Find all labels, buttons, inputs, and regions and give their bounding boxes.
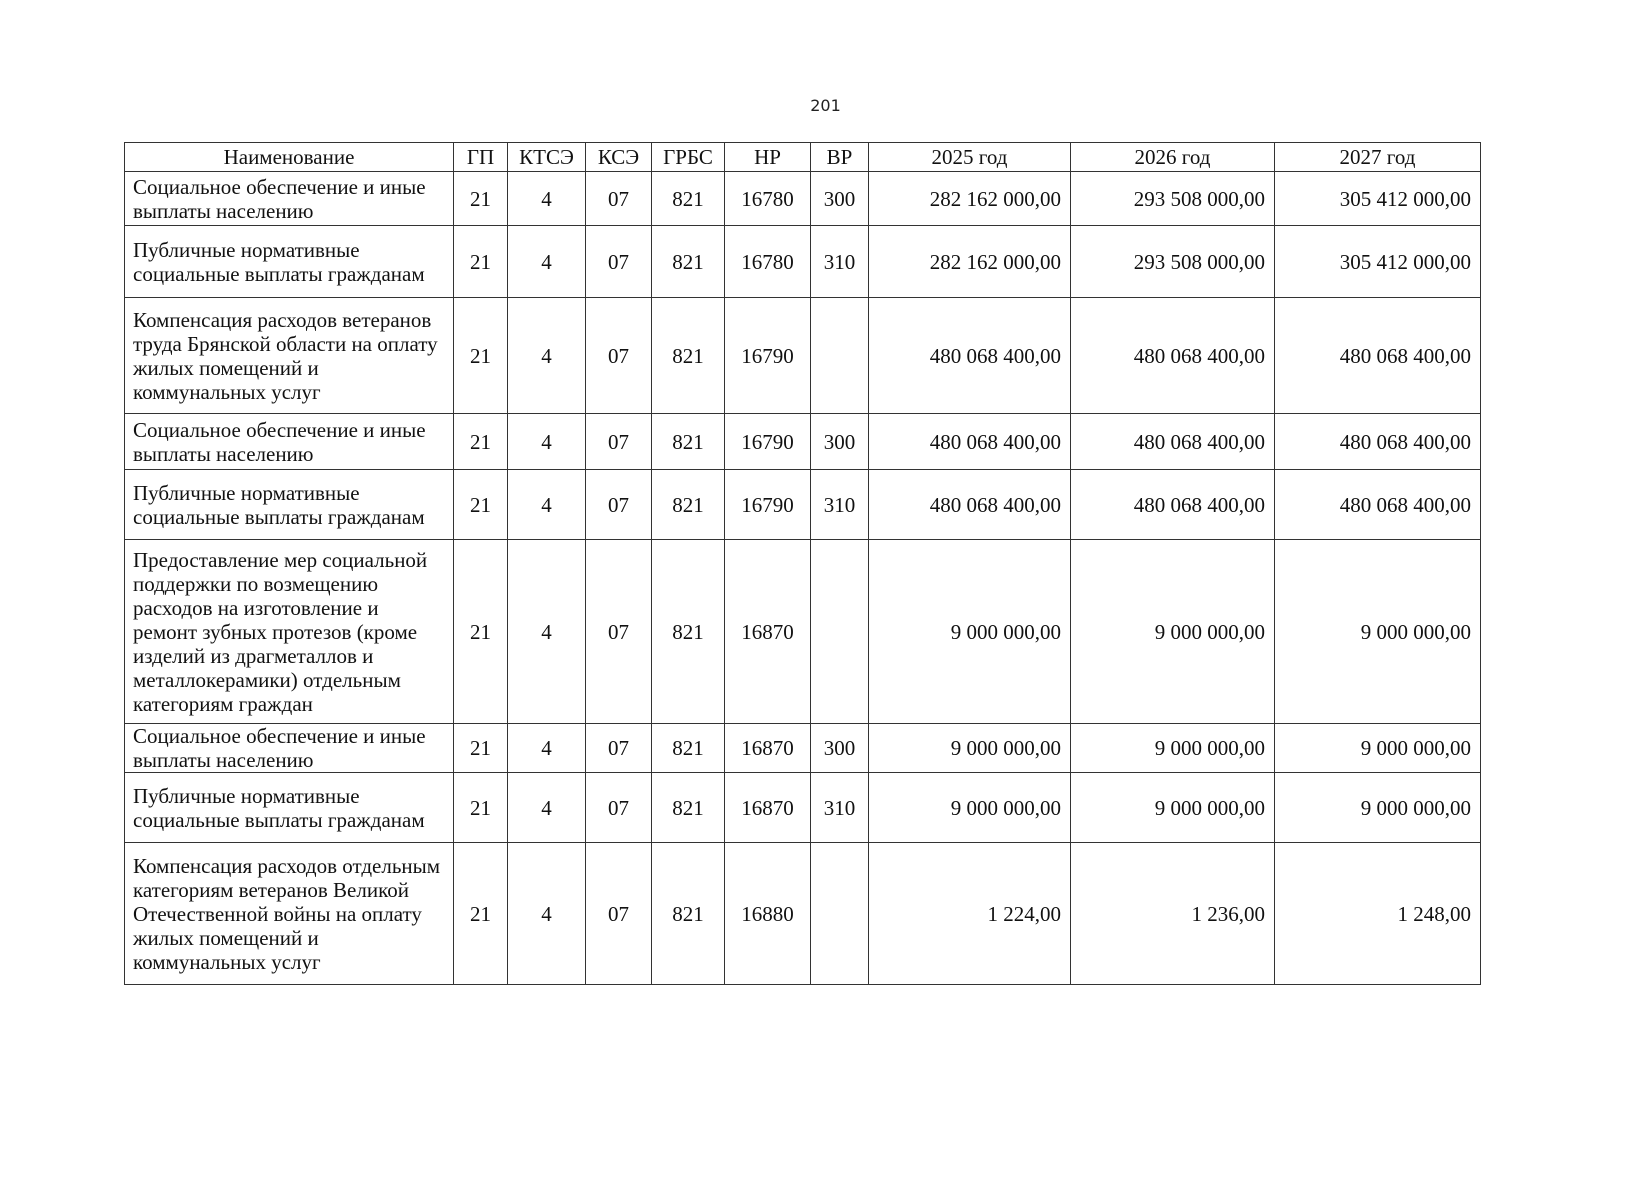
cell-amount-2027: 480 068 400,00: [1275, 298, 1481, 414]
cell-nr: 16780: [725, 226, 811, 298]
header-name: Наименование: [125, 143, 454, 172]
cell-ktse: 4: [508, 172, 586, 226]
header-ktse: КТСЭ: [508, 143, 586, 172]
cell-ktse: 4: [508, 226, 586, 298]
cell-ktse: 4: [508, 540, 586, 724]
cell-grbs: 821: [652, 470, 725, 540]
cell-amount-2027: 9 000 000,00: [1275, 540, 1481, 724]
cell-nr: 16780: [725, 172, 811, 226]
cell-vr: 300: [811, 172, 869, 226]
table-row: [125, 172, 1481, 226]
header-2025: 2025 год: [869, 143, 1071, 172]
cell-vr: [811, 843, 869, 985]
cell-vr: 300: [811, 724, 869, 773]
cell-grbs: 821: [652, 414, 725, 470]
cell-amount-2026: 480 068 400,00: [1071, 298, 1275, 414]
cell-kse: 07: [586, 540, 652, 724]
table-body: [125, 172, 1481, 985]
cell-amount-2027: 9 000 000,00: [1275, 724, 1481, 773]
cell-name: Предоставление мер социальной поддержки по возмещению расходов на изготовление и ремонт зубных протезов (кроме изделий из драгметаллов и металлокерамики) отдельным категориям граждан: [125, 540, 454, 724]
cell-amount-2027: 480 068 400,00: [1275, 414, 1481, 470]
cell-name: Социальное обеспечение и иные выплаты населению: [125, 172, 454, 226]
table-row: [125, 414, 1481, 470]
cell-amount-2026: 1 236,00: [1071, 843, 1275, 985]
cell-amount-2025: 9 000 000,00: [869, 773, 1071, 843]
cell-nr: 16870: [725, 540, 811, 724]
cell-amount-2025: 480 068 400,00: [869, 470, 1071, 540]
cell-vr: 310: [811, 470, 869, 540]
cell-gp: 21: [454, 773, 508, 843]
cell-grbs: 821: [652, 773, 725, 843]
cell-amount-2027: 305 412 000,00: [1275, 172, 1481, 226]
cell-grbs: 821: [652, 226, 725, 298]
cell-ktse: 4: [508, 470, 586, 540]
header-row: [125, 143, 1481, 172]
table-row: [125, 298, 1481, 414]
cell-vr: [811, 540, 869, 724]
cell-vr: 310: [811, 226, 869, 298]
table-row: [125, 470, 1481, 540]
header-nr: НР: [725, 143, 811, 172]
cell-ktse: 4: [508, 298, 586, 414]
cell-amount-2025: 9 000 000,00: [869, 540, 1071, 724]
budget-table: [124, 142, 1481, 985]
cell-gp: 21: [454, 540, 508, 724]
cell-amount-2026: 9 000 000,00: [1071, 540, 1275, 724]
cell-name: Компенсация расходов ветеранов труда Брянской области на оплату жилых помещений и коммунальных услуг: [125, 298, 454, 414]
cell-ktse: 4: [508, 414, 586, 470]
cell-kse: 07: [586, 414, 652, 470]
cell-grbs: 821: [652, 298, 725, 414]
cell-nr: 16790: [725, 470, 811, 540]
table-row: [125, 773, 1481, 843]
cell-name: Компенсация расходов отдельным категориям ветеранов Великой Отечественной войны на оплату жилых помещений и коммунальных услуг: [125, 843, 454, 985]
header-gp: ГП: [454, 143, 508, 172]
cell-amount-2025: 9 000 000,00: [869, 724, 1071, 773]
cell-ktse: 4: [508, 773, 586, 843]
cell-amount-2026: 293 508 000,00: [1071, 226, 1275, 298]
cell-vr: 300: [811, 414, 869, 470]
cell-amount-2025: 282 162 000,00: [869, 172, 1071, 226]
cell-gp: 21: [454, 172, 508, 226]
cell-grbs: 821: [652, 843, 725, 985]
cell-kse: 07: [586, 724, 652, 773]
header-2027: 2027 год: [1275, 143, 1481, 172]
cell-gp: 21: [454, 843, 508, 985]
cell-amount-2026: 9 000 000,00: [1071, 773, 1275, 843]
cell-gp: 21: [454, 724, 508, 773]
header-kse: КСЭ: [586, 143, 652, 172]
cell-amount-2027: 305 412 000,00: [1275, 226, 1481, 298]
table-row: [125, 724, 1481, 773]
cell-amount-2027: 480 068 400,00: [1275, 470, 1481, 540]
page-number: 201: [810, 96, 841, 115]
header-2026: 2026 год: [1071, 143, 1275, 172]
cell-grbs: 821: [652, 540, 725, 724]
table-row: [125, 226, 1481, 298]
cell-amount-2027: 9 000 000,00: [1275, 773, 1481, 843]
cell-gp: 21: [454, 298, 508, 414]
cell-gp: 21: [454, 414, 508, 470]
cell-nr: 16790: [725, 414, 811, 470]
cell-amount-2025: 282 162 000,00: [869, 226, 1071, 298]
cell-kse: 07: [586, 843, 652, 985]
cell-name: Социальное обеспечение и иные выплаты населению: [125, 724, 454, 773]
cell-grbs: 821: [652, 724, 725, 773]
cell-kse: 07: [586, 773, 652, 843]
cell-nr: 16870: [725, 724, 811, 773]
cell-kse: 07: [586, 226, 652, 298]
cell-amount-2026: 9 000 000,00: [1071, 724, 1275, 773]
cell-name: Публичные нормативные социальные выплаты гражданам: [125, 773, 454, 843]
cell-nr: 16880: [725, 843, 811, 985]
cell-kse: 07: [586, 298, 652, 414]
cell-gp: 21: [454, 226, 508, 298]
table-row: [125, 540, 1481, 724]
cell-nr: 16790: [725, 298, 811, 414]
cell-amount-2026: 480 068 400,00: [1071, 470, 1275, 540]
cell-amount-2027: 1 248,00: [1275, 843, 1481, 985]
cell-name: Публичные нормативные социальные выплаты гражданам: [125, 470, 454, 540]
cell-amount-2025: 1 224,00: [869, 843, 1071, 985]
cell-ktse: 4: [508, 843, 586, 985]
cell-name: Публичные нормативные социальные выплаты гражданам: [125, 226, 454, 298]
cell-vr: [811, 298, 869, 414]
cell-kse: 07: [586, 172, 652, 226]
cell-amount-2025: 480 068 400,00: [869, 298, 1071, 414]
cell-kse: 07: [586, 470, 652, 540]
cell-amount-2026: 293 508 000,00: [1071, 172, 1275, 226]
cell-nr: 16870: [725, 773, 811, 843]
cell-name: Социальное обеспечение и иные выплаты населению: [125, 414, 454, 470]
table-row: [125, 843, 1481, 985]
cell-grbs: 821: [652, 172, 725, 226]
cell-amount-2025: 480 068 400,00: [869, 414, 1071, 470]
cell-vr: 310: [811, 773, 869, 843]
cell-ktse: 4: [508, 724, 586, 773]
header-grbs: ГРБС: [652, 143, 725, 172]
cell-amount-2026: 480 068 400,00: [1071, 414, 1275, 470]
cell-gp: 21: [454, 470, 508, 540]
header-vr: ВР: [811, 143, 869, 172]
